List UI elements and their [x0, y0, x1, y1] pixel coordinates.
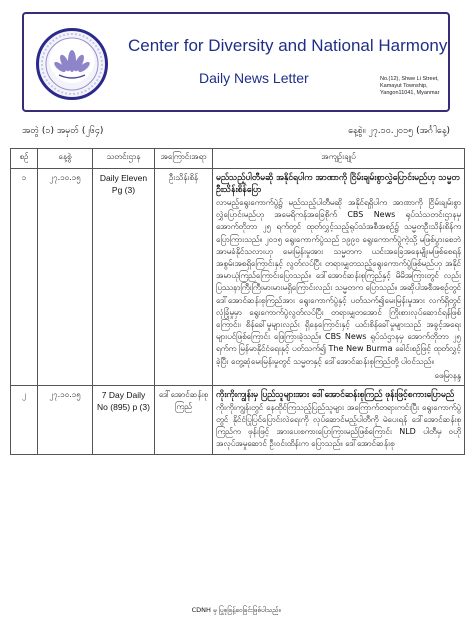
- header-summary: အကျဉ်းချုပ်: [213, 149, 465, 169]
- row-source: 7 Day Daily No (895) p (3): [93, 385, 155, 454]
- news-table: [10, 148, 465, 455]
- news-source-note: ဖေမြာနန္ဒ: [434, 370, 461, 380]
- news-body: လာမည့်ရွေးကောက်ပွဲ၌ မည်သည့်ပါတီမဆို အနိုင်ရရှိပါက အာဏာကို ငြိမ်းချမ်းစွာလွှဲပြောင်းမည်ဟု အမေရိကန်အခြေစိုက် CBS News ရုပ်သံသတင်းဌာနမှ အောက်တိုဘာ ၂၅ ရက်တွင် ထုတ်လွှင့်သည့်ရုပ်သံအစီအစဉ်၌ သမ္မတဦးသိန်းစိန်က ပြောကြားသည်။ ၂၀၁၅ ရွေးကောက်ပွဲသည် ၁၉၉၀ ရွေးကောက်ပွဲကဲ့သို့ မဖြစ်ပွားစေဘဲ အာမခံနိုင်သလားဟု မေးမြန်းမှုအား သမ္မတက ယင်းအခြေအနေမျိုးမဖြစ်စေရန် အစွမ်းအစရှိကြောင်းနှင့် လွတ်လပ်ပြီး တရားမျှတသည့်ရွေးကောက်ပွဲဖြစ်မည်ဟု အနိုင်အမာယုံကြည်ကြောင်းပြောသည်။ ဒေါ်အောင်ဆန်းစုကြည်နှင့် မိမိအကြားတွင် လည်း ပြဿနာကြီးကြီးမားမားမရှိကြောင်းလည်း သမ္မတက ပြောသည်။ အဆိုပါအစီအစဉ်တွင် ဒေါ်အောင်ဆန်းစုကြည်အား ရွေးကောက်ပွဲနှင့် ပတ်သက်၍မေးမြန်းမှုအား လက်ရှိတွင်လုံခြုံမှုမှာ ရွေးကောက်ပွဲလွတ်လပ်ပြီး တရားမျှတအောင် ကြိုးစားလုပ်ဆောင်ရန်ဖြစ်ကြောင်း၊ စိန်ခေါ်မှုများလည်း ရှိနေကြောင်းနှင့် ယင်းစိန်ခေါ်မှုများသည် အခွင့်အရေးများပင်ဖြစ်ကြောင်း ဖြေကြားခဲ့သည်။ CBS News ရုပ်သံဌာနမှ အောက်တိုဘာ ၂၅ ရက်က မြန်မာနိုင်ငံရေးနှင့် ပတ်သက်၍ The New Burma ခေါင်းစဉ်ဖြင့် ထုတ်လွှင့်ခဲ့ပြီး တွေ့ဆုံမေးမြန်းမှုတွင် သမ္မတနှင့် ဒေါ်အောင်ဆန်းစုကြည်တို့ ပါဝင်သည်။: [216, 198, 461, 366]
- news-body: ကိုးကိုးကျွန်းတွင် နေထိုင်ကြသည့်ပြည်သူများ အကြောက်တရားကင်းပြီး ရွေးကောက်ပွဲတွင် နိုင်ငံပြုပြင်ပြောင်းလဲရေးကို လုပ်ဆောင်မည့်ပါတီကို မဲပေးရန် ဒေါ်အောင်ဆန်းစုကြည်က ဖုန်းဖြင့် အားပေးစကားပြောကြားမည်ဖြစ်ကြောင်း NLD ပါတီမှ ၀ဟိုအလုပ်အမှုဆောင် ဦးဝင်းထိန်းက ပြောသည်။ ဒေါ်အောင်ဆန်းစု: [216, 402, 461, 449]
- row-no: ၂: [11, 385, 38, 454]
- cdnh-logo: [36, 28, 108, 100]
- news-headline: ကိုးကိုးကျွန်းမှ ပြည်သူများအား ဒေါ်အောင်ဆန်းစုကြည် ဖုန်းဖြင့်စကားပြောမည်: [216, 389, 455, 400]
- row-subject: ဦးသိန်းစိန်: [155, 169, 213, 386]
- address-line: Kamayut Township,: [380, 83, 428, 89]
- row-date: ၂၇.၁၀.၁၅: [38, 169, 93, 386]
- row-summary: [213, 385, 465, 454]
- org-name: Center for Diversity and National Harmony: [128, 36, 448, 55]
- address-line: No.(12), Shwe Li Street,: [380, 76, 439, 82]
- letterhead: [22, 12, 450, 112]
- footer-note: CDNH မှ ပြုစုဖြန့်ဝေခြင်းဖြစ်ပါသည်။: [191, 606, 281, 614]
- address: [380, 76, 439, 97]
- header-date: နေ့စွဲ: [38, 149, 93, 169]
- header-no: စဉ်: [11, 149, 38, 169]
- issue-number: အတွဲ (၁) အမှတ် (၂၆၄): [22, 126, 104, 136]
- row-date: ၂၇.၁၀.၁၅: [38, 385, 93, 454]
- address-line: Yangon11041, Myanmar: [380, 90, 440, 96]
- doc-title: Daily News Letter: [199, 70, 309, 86]
- table-row: [11, 385, 465, 454]
- header-subject: အကြောင်းအရာ: [155, 149, 213, 169]
- header-source: သတင်းဌာန: [93, 149, 155, 169]
- row-summary: [213, 169, 465, 386]
- table-header-row: [11, 149, 465, 169]
- table-row: [11, 169, 465, 386]
- row-subject: ဒေါ်အောင်ဆန်းစုကြည်: [155, 385, 213, 454]
- issue-date: နေ့စွဲ။ ၂၇.၁၀.၂၀၁၅ (အင်္ဂါနေ့): [348, 126, 450, 136]
- row-source: Daily Eleven Pg (3): [93, 169, 155, 386]
- row-no: ၁: [11, 169, 38, 386]
- news-headline: မည်သည့်ပါတီမဆို အနိုင်ရပါက အာဏာကို ငြိမ်းချမ်းစွာလွှဲပြောင်းမည်ဟု သမ္မတ ဦးသိန်းစိန်ပြော: [216, 173, 460, 195]
